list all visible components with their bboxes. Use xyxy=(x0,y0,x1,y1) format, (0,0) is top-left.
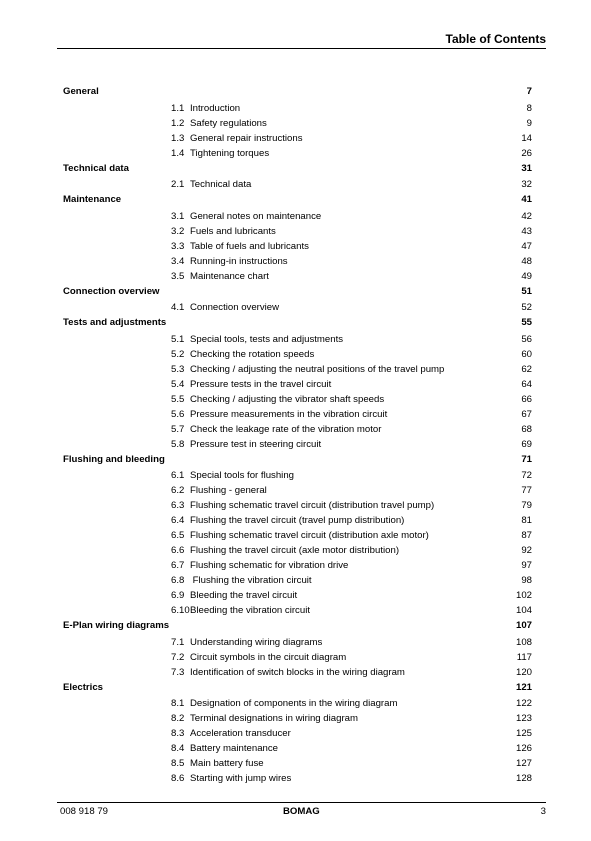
toc-page-number: 127 xyxy=(515,758,532,769)
toc-section-row[interactable] xyxy=(63,101,532,116)
toc-page-number: 128 xyxy=(515,773,532,784)
toc-section-row[interactable] xyxy=(63,468,532,483)
toc-page-number: 51 xyxy=(521,285,532,297)
toc-section-row[interactable] xyxy=(63,347,532,362)
toc-page-number: 14 xyxy=(521,132,532,144)
toc-section-row[interactable] xyxy=(63,269,532,284)
section-title: Flushing the travel circuit (travel pump distribution) xyxy=(190,515,405,526)
section-number: 3.4 xyxy=(171,255,185,267)
toc-section-row[interactable] xyxy=(63,665,532,680)
section-title: Checking / adjusting the neutral positions of the travel pump xyxy=(190,363,445,375)
toc-section-row[interactable] xyxy=(63,377,532,392)
toc-chapter-row[interactable] xyxy=(63,84,532,101)
toc-page-number: 43 xyxy=(521,225,532,237)
toc-section-row[interactable] xyxy=(63,558,532,573)
toc-page-number: 104 xyxy=(515,605,532,616)
toc-section-row[interactable] xyxy=(63,362,532,377)
toc-page-number: 66 xyxy=(521,393,532,405)
toc-page-number: 7 xyxy=(526,86,532,97)
section-number: 6.9 xyxy=(171,590,185,601)
section-title: Checking the rotation speeds xyxy=(190,348,315,360)
chapter-title: Maintenance xyxy=(63,194,122,205)
section-number: 1.1 xyxy=(171,102,185,114)
section-number: 6.8 xyxy=(171,575,185,586)
toc-section-row[interactable] xyxy=(63,254,532,269)
toc-page-number: 55 xyxy=(521,317,532,328)
section-title: Introduction xyxy=(190,102,241,114)
toc-page-number: 49 xyxy=(521,270,532,282)
section-title: Maintenance chart xyxy=(190,270,269,282)
section-title: Flushing the vibration circuit xyxy=(190,575,312,586)
section-number: 6.7 xyxy=(171,560,185,571)
toc-page-number: 125 xyxy=(515,728,532,739)
section-number: 1.2 xyxy=(171,117,185,129)
toc-section-row[interactable] xyxy=(63,116,532,131)
chapter-title: Electrics xyxy=(63,681,104,693)
page-title: Table of Contents xyxy=(445,32,546,46)
section-title: Identification of switch blocks in the wiring diagram xyxy=(190,666,405,678)
toc-section-row[interactable] xyxy=(63,756,532,771)
section-title: Bleeding the vibration circuit xyxy=(190,605,310,616)
section-title: Special tools, tests and adjustments xyxy=(190,333,344,345)
section-number: 4.1 xyxy=(171,302,185,313)
toc-section-row[interactable] xyxy=(63,224,532,239)
toc-section-row[interactable] xyxy=(63,741,532,756)
chapter-title: E-Plan wiring diagrams xyxy=(63,620,170,631)
toc-section-row[interactable] xyxy=(63,711,532,726)
section-title: Battery maintenance xyxy=(190,743,278,754)
toc-page-number: 92 xyxy=(521,545,532,556)
toc-chapter-row[interactable] xyxy=(63,452,532,469)
toc-page-number: 56 xyxy=(521,333,532,345)
toc-chapter-row[interactable] xyxy=(63,680,532,697)
section-number: 6.4 xyxy=(171,515,185,526)
toc-page-number: 117 xyxy=(516,651,532,663)
section-title: Running-in instructions xyxy=(190,255,288,267)
toc-chapter-row[interactable] xyxy=(63,192,532,209)
toc-section-row[interactable] xyxy=(63,209,532,224)
table-of-contents xyxy=(63,84,532,786)
toc-page-number: 87 xyxy=(521,530,532,541)
section-title: Safety regulations xyxy=(190,117,267,129)
toc-page-number: 108 xyxy=(515,636,532,648)
section-title: Flushing the travel circuit (axle motor distribution) xyxy=(190,545,400,556)
chapter-title: Technical data xyxy=(63,162,129,174)
toc-section-row[interactable] xyxy=(63,422,532,437)
section-title: General repair instructions xyxy=(190,132,303,144)
toc-page-number: 64 xyxy=(521,378,532,390)
toc-page-number: 126 xyxy=(515,743,532,754)
toc-section-row[interactable] xyxy=(63,407,532,422)
toc-section-row[interactable] xyxy=(63,131,532,146)
toc-section-row[interactable] xyxy=(63,635,532,650)
toc-page-number: 26 xyxy=(521,147,532,159)
chapter-title: Flushing and bleeding xyxy=(63,453,165,465)
toc-section-row[interactable] xyxy=(63,771,532,786)
toc-page-number: 72 xyxy=(521,470,532,481)
section-number: 5.2 xyxy=(171,348,185,360)
section-number: 5.5 xyxy=(171,393,185,405)
toc-page-number: 120 xyxy=(515,666,532,678)
section-number: 7.2 xyxy=(171,651,185,663)
toc-page-number: 8 xyxy=(526,102,532,114)
section-number: 5.8 xyxy=(171,438,185,450)
section-number: 5.7 xyxy=(171,423,185,435)
section-title: Technical data xyxy=(190,179,252,190)
toc-page-number: 41 xyxy=(521,194,532,205)
section-number: 1.3 xyxy=(171,132,185,144)
section-number: 5.6 xyxy=(171,408,185,420)
toc-section-row[interactable] xyxy=(63,177,532,192)
section-number: 5.4 xyxy=(171,378,185,390)
section-number: 6.1 xyxy=(171,470,185,481)
toc-page-number: 68 xyxy=(521,423,532,435)
toc-page-number: 42 xyxy=(521,210,532,222)
section-number: 2.1 xyxy=(171,179,185,190)
toc-page-number: 67 xyxy=(521,408,532,420)
toc-page-number: 48 xyxy=(521,255,532,267)
section-number: 3.5 xyxy=(171,270,185,282)
section-number: 6.6 xyxy=(171,545,185,556)
toc-section-row[interactable] xyxy=(63,437,532,452)
section-title: Tightening torques xyxy=(190,147,270,159)
section-title: Pressure test in steering circuit xyxy=(190,438,322,450)
toc-section-row[interactable] xyxy=(63,543,532,558)
document-number: 008 918 79 xyxy=(60,806,109,817)
toc-section-row[interactable] xyxy=(63,483,532,498)
chapter-title: Connection overview xyxy=(63,285,160,297)
section-title: Acceleration transducer xyxy=(190,728,291,739)
toc-page-number: 102 xyxy=(515,590,532,601)
section-title: Circuit symbols in the circuit diagram xyxy=(190,651,347,663)
section-title: Flushing schematic travel circuit (distribution axle motor) xyxy=(190,530,429,541)
section-title: Checking / adjusting the vibrator shaft speeds xyxy=(190,393,385,405)
toc-chapter-row[interactable] xyxy=(63,284,532,301)
toc-section-row[interactable] xyxy=(63,528,532,543)
toc-page-number: 122 xyxy=(515,698,532,709)
section-title: Special tools for flushing xyxy=(190,470,294,481)
section-number: 3.3 xyxy=(171,240,185,252)
page-number: 3 xyxy=(540,806,546,817)
section-title: Flushing schematic for vibration drive xyxy=(190,560,349,571)
toc-page-number: 77 xyxy=(521,485,532,496)
toc-section-row[interactable] xyxy=(63,146,532,161)
toc-page-number: 69 xyxy=(521,438,532,450)
toc-page-number: 31 xyxy=(521,162,532,174)
toc-section-row[interactable] xyxy=(63,392,532,407)
section-number: 8.2 xyxy=(171,713,185,724)
toc-page-number: 71 xyxy=(521,453,532,465)
section-number: 5.3 xyxy=(171,363,185,375)
section-number: 8.3 xyxy=(171,728,185,739)
toc-page-number: 121 xyxy=(515,681,532,693)
toc-page-number: 32 xyxy=(521,179,532,190)
section-title: Understanding wiring diagrams xyxy=(190,636,323,648)
toc-section-row[interactable] xyxy=(63,603,532,618)
section-number: 3.2 xyxy=(171,225,185,237)
section-title: Pressure tests in the travel circuit xyxy=(190,378,332,390)
toc-section-row[interactable] xyxy=(63,573,532,588)
toc-chapter-row[interactable] xyxy=(63,315,532,332)
section-title: General notes on maintenance xyxy=(190,210,322,222)
header-divider xyxy=(57,48,546,49)
section-title: Table of fuels and lubricants xyxy=(190,240,309,252)
toc-section-row[interactable] xyxy=(63,588,532,603)
section-number: 8.6 xyxy=(171,773,185,784)
section-number: 6.3 xyxy=(171,500,185,511)
toc-section-row[interactable] xyxy=(63,239,532,254)
toc-section-row[interactable] xyxy=(63,696,532,711)
toc-page-number: 60 xyxy=(521,348,532,360)
toc-section-row[interactable] xyxy=(63,332,532,347)
toc-chapter-row[interactable] xyxy=(63,161,532,178)
section-number: 3.1 xyxy=(171,210,185,222)
chapter-title: Tests and adjustments xyxy=(63,317,167,328)
section-title: Pressure measurements in the vibration circuit xyxy=(190,408,388,420)
section-number: 8.5 xyxy=(171,758,185,769)
section-number: 6.10 xyxy=(171,605,190,616)
toc-section-row[interactable] xyxy=(63,498,532,513)
section-number: 5.1 xyxy=(171,333,185,345)
chapter-title: General xyxy=(63,86,99,97)
section-title: Starting with jump wires xyxy=(190,773,292,784)
section-title: Connection overview xyxy=(190,302,280,313)
toc-page-number: 97 xyxy=(521,560,532,571)
toc-chapter-row[interactable] xyxy=(63,618,532,635)
toc-section-row[interactable] xyxy=(63,650,532,665)
footer-divider xyxy=(57,802,546,803)
toc-page-number: 52 xyxy=(521,302,532,313)
section-number: 8.4 xyxy=(171,743,185,754)
toc-page-number: 98 xyxy=(521,575,532,586)
toc-section-row[interactable] xyxy=(63,726,532,741)
toc-page-number: 107 xyxy=(515,620,532,631)
toc-page-number: 123 xyxy=(515,713,532,724)
section-number: 7.3 xyxy=(171,666,185,678)
toc-page-number: 9 xyxy=(526,117,532,129)
section-title: Main battery fuse xyxy=(190,758,264,769)
section-number: 7.1 xyxy=(171,636,185,648)
toc-section-row[interactable] xyxy=(63,300,532,315)
section-title: Check the leakage rate of the vibration motor xyxy=(190,423,382,435)
section-title: Designation of components in the wiring diagram xyxy=(190,698,398,709)
section-title: Fuels and lubricants xyxy=(190,225,276,237)
toc-page-number: 81 xyxy=(521,515,532,526)
section-title: Flushing - general xyxy=(190,485,267,496)
toc-section-row[interactable] xyxy=(63,513,532,528)
section-title: Flushing schematic travel circuit (distribution travel pump) xyxy=(190,500,435,511)
section-number: 6.2 xyxy=(171,485,185,496)
section-number: 8.1 xyxy=(171,698,185,709)
brand-name: BOMAG xyxy=(283,806,320,817)
toc-page-number: 79 xyxy=(521,500,532,511)
section-number: 6.5 xyxy=(171,530,185,541)
section-number: 1.4 xyxy=(171,147,185,159)
section-title: Bleeding the travel circuit xyxy=(190,590,298,601)
toc-page-number: 62 xyxy=(521,363,532,375)
section-title: Terminal designations in wiring diagram xyxy=(190,713,358,724)
toc-page-number: 47 xyxy=(521,240,532,252)
